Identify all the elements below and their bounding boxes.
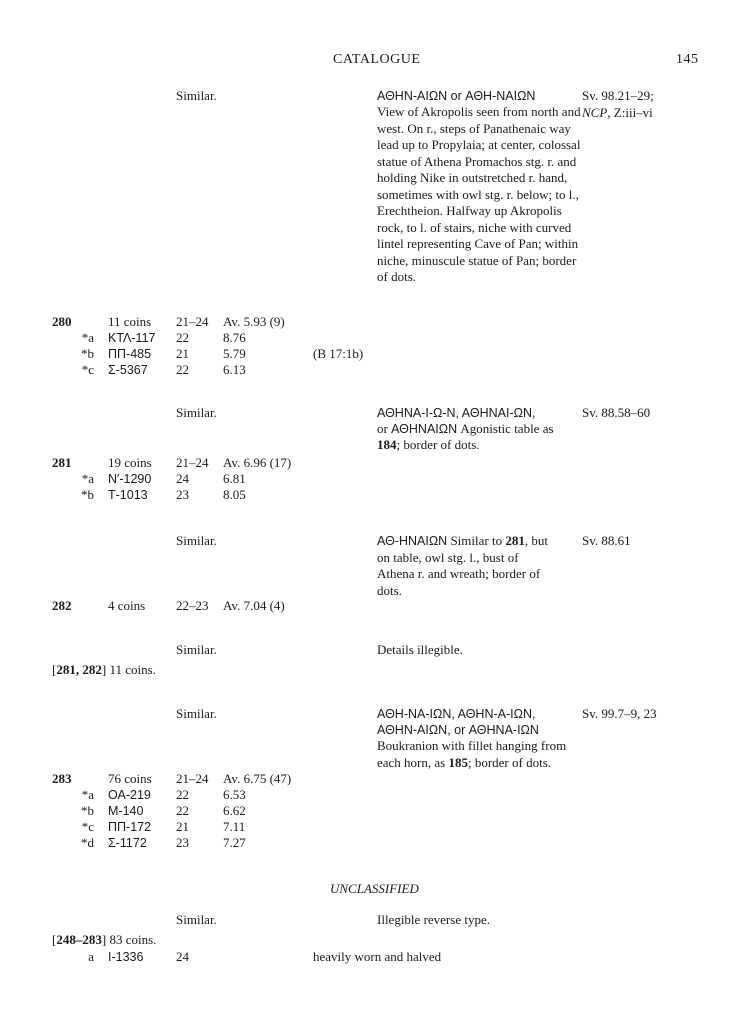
inventory-number: ΠΠ-485 (108, 347, 152, 361)
group-range: 281, 282 (56, 662, 102, 677)
coin-size: 21 (176, 346, 189, 361)
inventory-number: Τ-1013 (108, 488, 148, 502)
bracket: [ (52, 932, 57, 947)
reverse-text: Similar to (450, 533, 503, 548)
coin-size: 24 (176, 471, 189, 486)
entry-number: 280 (52, 314, 72, 329)
cross-reference: 184 (377, 437, 397, 452)
group-range: 248–283 (56, 932, 102, 947)
group-count: 83 coins. (106, 932, 157, 947)
reverse-description (377, 738, 582, 771)
legend-or: or (377, 421, 388, 436)
coin-letter: *a (81, 787, 94, 802)
bracket: ] (101, 932, 107, 947)
inventory-number: ΠΠ-172 (108, 820, 152, 834)
size-range: 22–23 (176, 598, 209, 613)
reference: Sv. 88.58–60 (582, 405, 651, 420)
page-number: 145 (676, 52, 699, 67)
obverse-text: Similar. (176, 912, 217, 927)
section-heading: UNCLASSIFIED (330, 881, 419, 896)
obverse-text: Similar. (176, 405, 217, 420)
coin-size: 21 (176, 819, 189, 834)
reverse-legend: ΑΘΗΝ-ΑΙΩΝ or ΑΘΗ-ΝΑΙΩΝ (377, 89, 536, 103)
bracket: ] (101, 662, 107, 677)
coin-weight: 8.76 (223, 330, 246, 345)
coin-letter: *a (81, 471, 94, 486)
deposit-note: (B 17:1b) (313, 346, 364, 361)
reference (582, 88, 654, 121)
reverse-description: Illegible reverse type. (377, 912, 490, 927)
obverse-text: Similar. (176, 706, 217, 721)
coin-letter: *b (81, 803, 94, 818)
coin-count: 76 coins (108, 771, 152, 786)
cross-reference: 281 (505, 533, 525, 548)
reverse-description: Details illegible. (377, 642, 463, 657)
coin-weight: 6.81 (223, 471, 246, 486)
ncp-abbrev: NCP (582, 104, 608, 120)
group-summary (52, 662, 156, 679)
coin-size: 24 (176, 949, 189, 964)
inventory-number: Μ-140 (108, 804, 144, 818)
coin-size: 23 (176, 835, 189, 850)
coin-count: 4 coins (108, 598, 146, 613)
coin-weight: 8.05 (223, 487, 246, 502)
reverse-text: Agonistic table as (460, 421, 554, 436)
coin-letter: *d (81, 835, 94, 850)
coin-size: 22 (176, 362, 189, 377)
cross-reference: 185 (448, 754, 468, 770)
inventory-number: Ν′-1290 (108, 472, 152, 486)
coin-weight: 6.62 (223, 803, 246, 818)
average-weight: Av. 5.93 (9) (223, 314, 285, 329)
average-weight: Av. 6.75 (47) (223, 771, 292, 786)
running-header-title: CATALOGUE (333, 52, 421, 67)
coin-letter: *a (81, 330, 94, 345)
reverse-text: , but on table, owl stg. l., bust of Athena r. and wreath; border of dots. (377, 533, 548, 598)
reverse-legend: ΑΘΗΝ-ΑΙΩΝ, or ΑΘΗΝΑ-ΙΩΝ (377, 723, 539, 737)
reverse-description: View of Akropolis seen from north and west. On r., steps of Panathenaic way lead up to Propylaia; at center, colossal statue of Athena Promachos stg. r. and holding Nike in outstretched r. hand, sometimes with owl stg. r. below; to l., Erechtheion. Halfway up Akropolis rock, to l. of stairs, niche with curved lintel representing Cave of Pan; within niche, minuscule statue of Pan; border of dots. (377, 104, 581, 284)
coin-size: 23 (176, 487, 189, 502)
size-range: 21–24 (176, 455, 209, 470)
group-summary (52, 932, 156, 949)
group-count: 11 coins. (106, 662, 156, 677)
entry-number: 281 (52, 455, 72, 470)
reverse-text: ; border of dots. (396, 437, 480, 452)
inventory-number: I-1336 (108, 950, 144, 964)
coin-letter: a (88, 949, 94, 964)
ncp-plates: , Z:iii–vi (607, 104, 653, 120)
reverse-legend: ΑΘΗΝΑ-Ι-Ω-Ν, ΑΘΗΝΑΙ-ΩΝ, (377, 406, 536, 420)
reverse-legend: ΑΘ-ΗΝΑΙΩΝ (377, 534, 448, 548)
coin-letter: *c (81, 819, 94, 834)
average-weight: Av. 6.96 (17) (223, 455, 292, 470)
entry-number: 283 (52, 771, 72, 786)
average-weight: Av. 7.04 (4) (223, 598, 285, 613)
reverse-legend: ΑΘΗ-ΝΑ-ΙΩΝ, ΑΘΗΝ-Α-ΙΩΝ, (377, 707, 536, 721)
inventory-number: ΟΑ-219 (108, 788, 151, 802)
reverse-text: Boukranion with fillet hanging from each horn, as (377, 738, 567, 770)
coin-weight: 7.11 (223, 819, 246, 834)
reference-line (582, 105, 654, 122)
coin-weight: 6.13 (223, 362, 246, 377)
reference: Sv. 99.7–9, 23 (582, 706, 657, 721)
coin-size: 22 (176, 330, 189, 345)
coin-letter: *c (81, 362, 94, 377)
coin-letter: *b (81, 487, 94, 502)
inventory-number: Σ-5367 (108, 363, 148, 377)
reverse-legend: ΑΘΗΝΑΙΩΝ (391, 422, 458, 436)
coin-letter: *b (81, 346, 94, 361)
coin-weight: 7.27 (223, 835, 246, 850)
obverse-text: Similar. (176, 88, 217, 103)
bracket: [ (52, 662, 57, 677)
coin-weight: 5.79 (223, 346, 246, 361)
coin-count: 19 coins (108, 455, 152, 470)
size-range: 21–24 (176, 314, 209, 329)
reverse-description (377, 533, 557, 599)
reverse-text: ; border of dots. (467, 754, 552, 770)
coin-size: 22 (176, 803, 189, 818)
reference-line: Sv. 98.21–29; (582, 88, 654, 103)
coin-size: 22 (176, 787, 189, 802)
coin-weight: 6.53 (223, 787, 246, 802)
entry-number: 282 (52, 598, 72, 613)
condition-note: heavily worn and halved (313, 949, 442, 964)
inventory-number: Σ-1172 (108, 836, 147, 850)
obverse-text: Similar. (176, 642, 217, 657)
reference: Sv. 88.61 (582, 533, 631, 548)
size-range: 21–24 (176, 771, 209, 786)
reverse-description (377, 437, 480, 454)
coin-count: 11 coins (108, 314, 152, 329)
obverse-text: Similar. (176, 533, 217, 548)
inventory-number: ΚΤΛ-117 (108, 331, 156, 345)
reverse-description (377, 421, 554, 438)
